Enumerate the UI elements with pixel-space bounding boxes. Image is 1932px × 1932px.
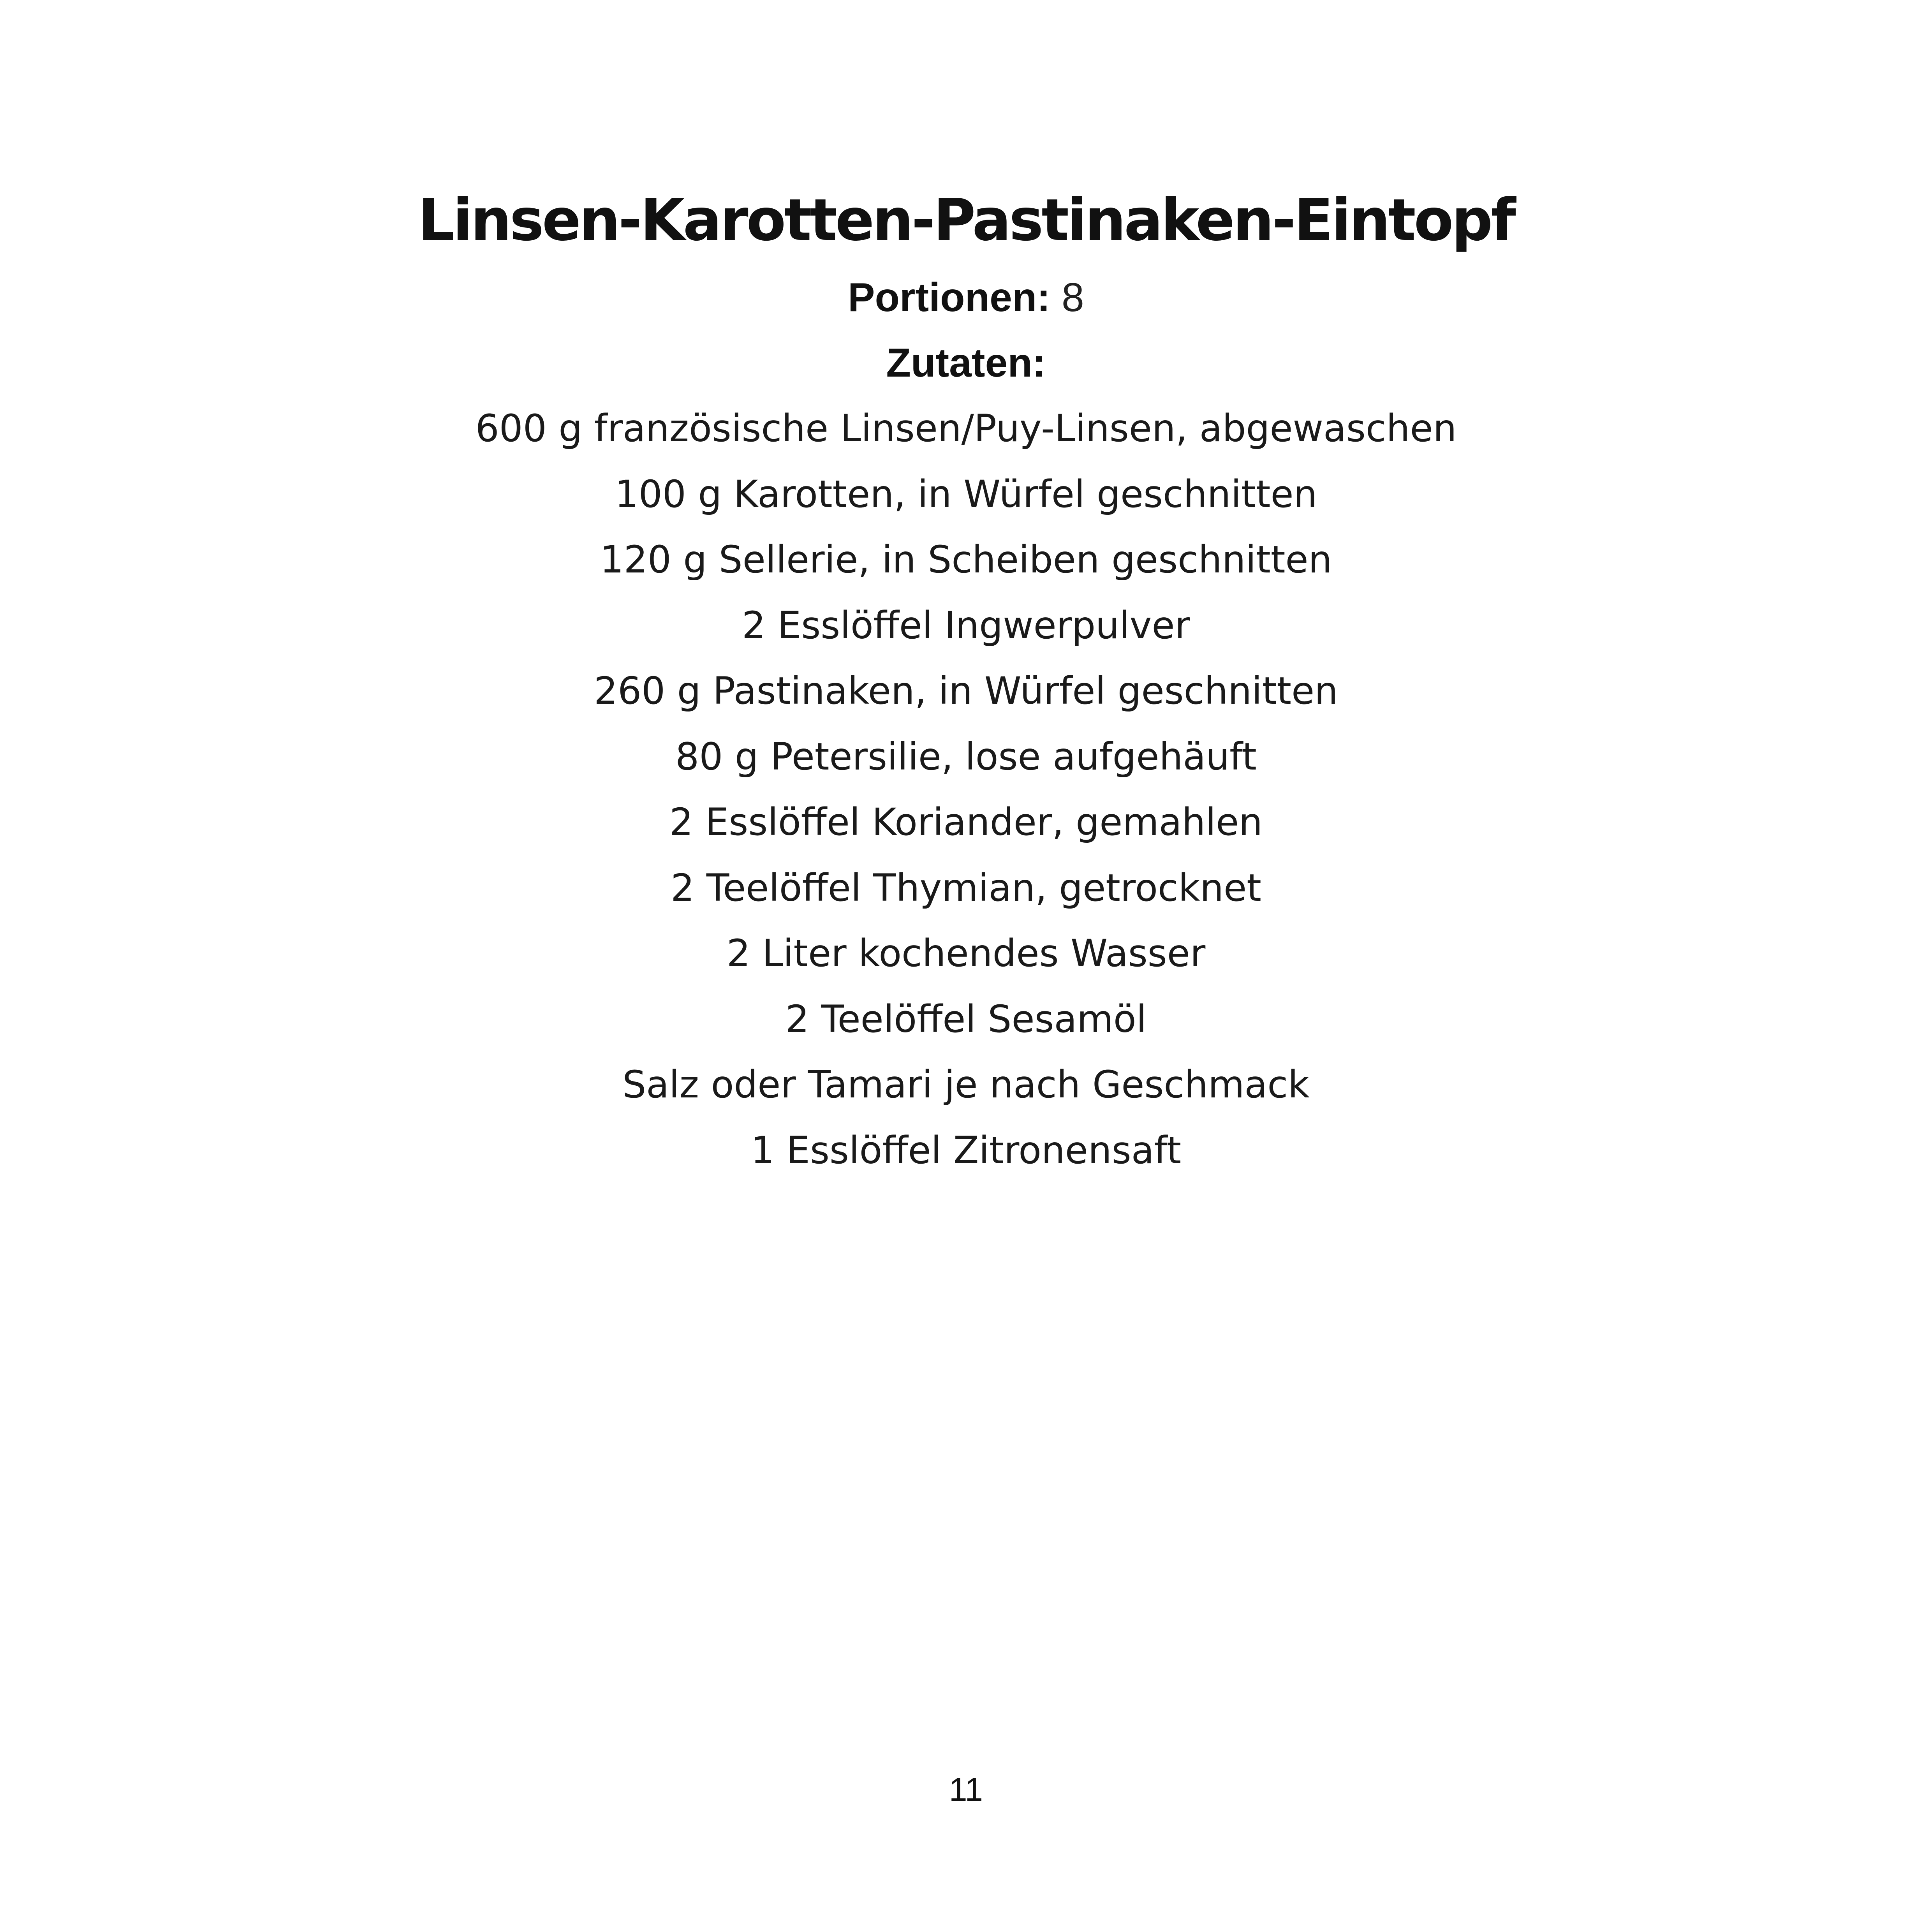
page-number: 11	[949, 1771, 983, 1808]
ingredients-heading	[0, 330, 1932, 396]
ingredients-label: Zutaten:	[886, 340, 1046, 386]
ingredient-item: Salz oder Tamari je nach Geschmack	[622, 1063, 1310, 1106]
servings-label: Portionen:	[848, 275, 1051, 320]
ingredient-item: 2 Liter kochendes Wasser	[726, 932, 1206, 975]
ingredient-item: 2 Esslöffel Ingwerpulver	[741, 603, 1190, 647]
servings-value: 8	[1062, 275, 1084, 320]
ingredient-item: 80 g Petersilie, lose aufgehäuft	[675, 734, 1257, 778]
ingredient-item: 100 g Karotten, in Würfel geschnitten	[615, 472, 1317, 516]
ingredient-item: 2 Teelöffel Sesamöl	[785, 997, 1147, 1041]
ingredient-item: 120 g Sellerie, in Scheiben geschnitten	[600, 538, 1332, 581]
ingredient-item: 1 Esslöffel Zitronensaft	[750, 1128, 1182, 1172]
ingredient-item: 2 Esslöffel Koriander, gemahlen	[669, 800, 1263, 844]
ingredient-item: 2 Teelöffel Thymian, getrocknet	[671, 866, 1261, 910]
recipe-section	[0, 175, 1932, 1183]
servings-line	[0, 265, 1932, 330]
ingredient-item: 260 g Pastinaken, in Würfel geschnitten	[594, 669, 1338, 713]
ingredient-list	[0, 396, 1932, 1183]
ingredient-item: 600 g französische Linsen/Puy-Linsen, abgewaschen	[475, 407, 1457, 450]
recipe-title: Linsen-Karotten-Pastinaken-Eintopf	[418, 187, 1514, 254]
